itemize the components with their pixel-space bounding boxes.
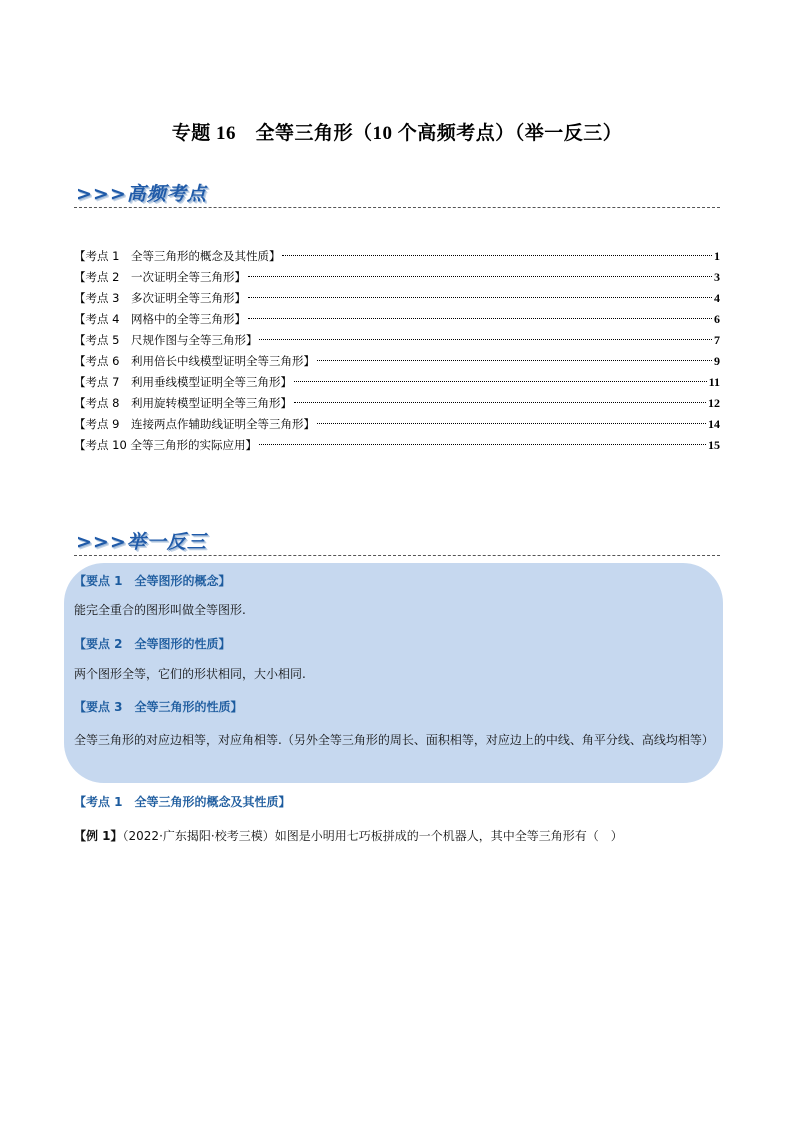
toc-page-number: 3 [714, 270, 720, 284]
toc-item[interactable]: 【考点 6 利用倍长中线模型证明全等三角形】 9 [74, 351, 720, 372]
toc-item[interactable]: 【考点 4 网格中的全等三角形】 6 [74, 309, 720, 330]
toc-item[interactable]: 【考点 8 利用旋转模型证明全等三角形】 12 [74, 393, 720, 414]
example-1 [74, 827, 623, 844]
example-label: 【例 1】 [74, 829, 123, 843]
key-point-2-title: 【要点 2 全等图形的性质】 [74, 637, 231, 651]
toc-page-number: 11 [708, 375, 720, 389]
section-label: >>>高频考点 [76, 183, 207, 205]
toc-item[interactable]: 【考点 3 多次证明全等三角形】 4 [74, 288, 720, 309]
toc-page-number: 7 [714, 333, 720, 347]
dashed-divider [74, 555, 720, 556]
key-point-3-text: 全等三角形的对应边相等，对应角相等.（另外全等三角形的周长、面积相等，对应边上的中线、角平分线、高线均相等） [74, 733, 714, 747]
section-header-examples [74, 520, 720, 556]
toc-item[interactable]: 【考点 9 连接两点作辅助线证明全等三角形】 14 [74, 414, 720, 435]
toc-page-number: 1 [714, 249, 720, 263]
toc-item[interactable]: 【考点 5 尺规作图与全等三角形】 7 [74, 330, 720, 351]
toc-item[interactable]: 【考点 2 一次证明全等三角形】 3 [74, 267, 720, 288]
toc-page-number: 12 [708, 396, 720, 410]
section-header-frequent-topics [74, 172, 720, 208]
toc-page-number: 15 [708, 438, 720, 452]
example-text: （2022·广东揭阳·校考三模）如图是小明用七巧板拼成的一个机器人，其中全等三角形有（ ） [122, 829, 623, 843]
toc-item[interactable]: 【考点 7 利用垂线模型证明全等三角形】 11 [74, 372, 720, 393]
key-point-2-text: 两个图形全等，它们的形状相同，大小相同. [74, 667, 306, 681]
key-point-1-title: 【要点 1 全等图形的概念】 [74, 574, 231, 588]
section-label: >>>举一反三 [76, 531, 207, 553]
toc-page-number: 14 [708, 417, 720, 431]
dashed-divider [74, 207, 720, 208]
table-of-contents [74, 246, 720, 456]
key-point-3-title: 【要点 3 全等三角形的性质】 [74, 700, 243, 714]
toc-item[interactable]: 【考点 1 全等三角形的概念及其性质】 1 [74, 246, 720, 267]
toc-page-number: 4 [714, 291, 720, 305]
key-point-1-text: 能完全重合的图形叫做全等图形. [74, 603, 246, 617]
toc-item[interactable]: 【考点 10 全等三角形的实际应用】 15 [74, 435, 720, 456]
toc-page-number: 9 [714, 354, 720, 368]
toc-page-number: 6 [714, 312, 720, 326]
page-title: 专题 16 全等三角形（10 个高频考点）（举一反三） [171, 123, 623, 144]
topic-1-heading: 【考点 1 全等三角形的概念及其性质】 [74, 795, 291, 809]
